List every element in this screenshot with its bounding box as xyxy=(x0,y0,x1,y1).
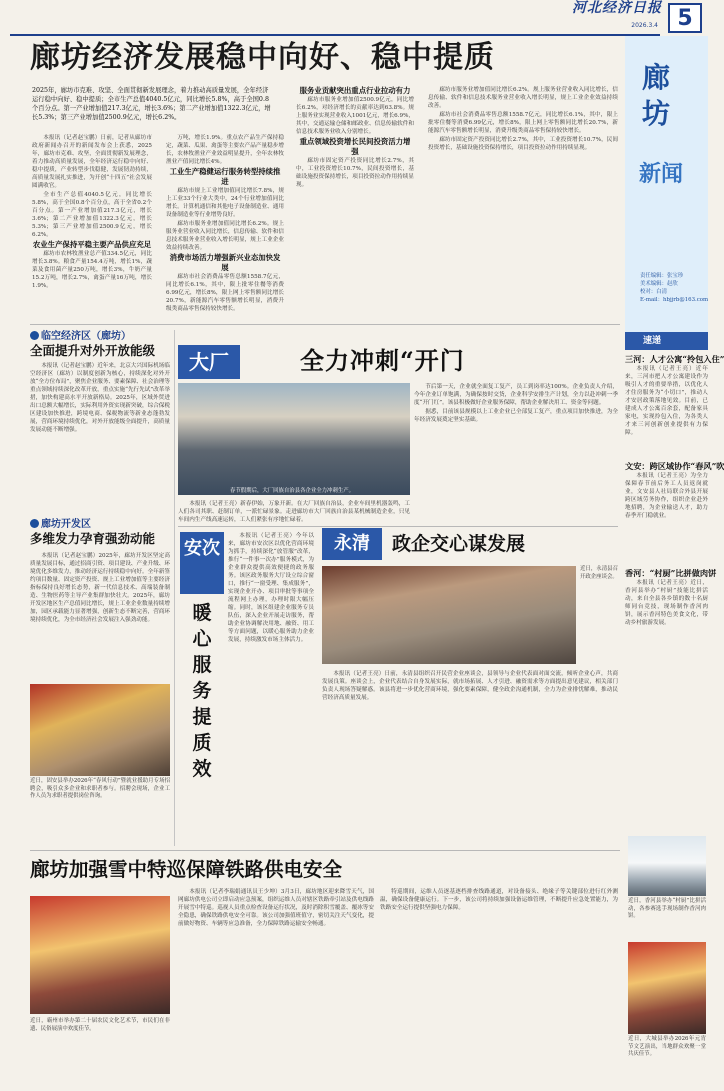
rail-headline: 廊坊加强雪中特巡保障铁路供电安全 xyxy=(30,858,343,881)
masthead xyxy=(0,0,708,36)
brief-text-sanhe: 本报讯（记者王亮）近年来，三河市把人才公寓建设作为吸引人才的重要举措，以优化人才住房服务为“小切口”，推动人才安居政策落地见效。目前，已建成人才公寓百余套，配备家具家电，实现拎包入住，为各类人才来三河创新创业提供有力保障。 xyxy=(625,366,708,436)
economy-consumption-text: 廊坊市社会消费品零售总额1558.7亿元，同比增长6.1%，其中，限上批零住餐等消费6.99亿元，增长8%，限上网上零售额同比增长20.7%，新能源汽车零售额增长明显，消费升级类商品零售保持较快增长。 xyxy=(166,274,284,312)
staff-credits xyxy=(640,272,709,316)
economy-column-1 xyxy=(32,134,152,320)
photo-cooking xyxy=(628,836,706,896)
startup-subhead: 多维发力孕育强劲动能 xyxy=(30,531,156,546)
opening-section: 临空经济区（廊坊） xyxy=(30,330,170,343)
economy-industry-text: 廊坊市规上工业增加值同比增长7.8%，规上工业33个行业大类中，24个行业增加值同比增长。计算机通信和其他电子设备制造业、通用设备制造业等行业增势良好。 xyxy=(166,188,284,218)
art-editor-credit: 美术编辑：赵欣 xyxy=(640,281,678,287)
divider-top xyxy=(30,324,620,325)
proof-credit: 校对：白清 xyxy=(640,289,667,295)
startup-section: 廊坊开发区 xyxy=(30,518,170,531)
economy-column-4 xyxy=(428,86,618,320)
caption-factory: 春节假期后，大厂回族自治县各企业全力冲刺生产。 xyxy=(230,488,354,494)
brief-head-sanhe: 三河：人才公寓“拎包入住” xyxy=(625,354,724,364)
economy-column-2 xyxy=(166,134,284,320)
photo-culture-festival xyxy=(30,896,170,1014)
yongqing-text: 本报讯（记者王亮）日前，永清县组织召开民营企业座谈会，县领导与企业代表面对面交流，倾听企业心声，共商发展良策。座谈会上，企业代表结合自身发展实际，就市场拓展、人才引进、融资需求等方面提出意见建议，相关部门负责人现场答疑解惑。该县将进一步优化营商环境，强化要素保障，健全政企沟通机制，全力为企业排忧解难，推动民营经济高质量发展。 xyxy=(322,671,618,701)
editor-credit: 责任编辑：张宝珍 xyxy=(640,273,684,279)
economy-column-3 xyxy=(296,86,414,320)
brief-text-wenan: 本报讯（记者王亮）为全力保障春节前后务工人员返岗就业，文安县人社局联合外县开展跨区域劳务协作，组织企业赴外地招聘，为企业输送人才，助力春季开门稳就业。 xyxy=(625,473,708,519)
economy-gdp: 全市生产总值4040.5亿元，同比增长5.8%，高于全国0.8个百分点，高于全省0.2个百分点。第一产业增加值217.3亿元，增长3.6%；第二产业增加值1322.3亿元，增长5.3%；第三产业增加值2500.9亿元，增长6.2%。 xyxy=(32,192,152,238)
economy-subhead-agri: 农业生产保持平稳主要产品供应充足 xyxy=(32,240,152,249)
divider-bottom xyxy=(30,850,620,851)
bullet-icon xyxy=(30,331,39,340)
economy-services-text: 廊坊市服务业增加值2500.9亿元，同比增长6.2%，对经济增长的贡献率达到63.8%。规上服务业实现营业收入1001亿元，增长6.9%，其中，交通运输仓储和邮政业、信息传输软件和信息技术服务业收入分别增长。 xyxy=(296,97,414,135)
economy-subhead-consumption: 消费市场活力增强新兴业态加快发展 xyxy=(169,253,281,272)
economy-agri-cont: 万吨，增长1.9%。重点农产品生产保持稳定，蔬菜、瓜果、禽蛋等主要农产品产量稳步增长，农林牧渔业产业效益明显提升，全年农林牧渔业产值同比增长4%。 xyxy=(166,135,284,165)
opening-text: 本报讯（记者赵宝鹏）近年来，北京大兴国际机场临空经济区（廊坊）以制度创新为核心，持续深化对外开放“全方位布局”，聚焦企业服务、要素保障、社会治理等重点领域持续深化改革开放，重点实施“先行先试”改革举措，加快构建高水平开放新格局。2025年，区域外贸进出口总额大幅增长，实际利用外资实现新突破，综合保税区建设加快推进，跨境电商、保税物流等新业态蓬勃发展，营商环境持续优化，对外开放能级全面提升，高质量发展动能不断增强。 xyxy=(30,363,170,433)
economy-subhead-investment: 重点领域投资增长民间投资活力增强 xyxy=(299,137,411,156)
divider-left xyxy=(174,330,175,846)
rail-text-2: 特巡期间，运维人员逐基逐档排查线路通道，对设备接头、绝缘子等关键部位进行红外测温，确保设备健康运行。下一步，该公司将持续加强设备运维管理，不断提升应急处置能力，为铁路安全运行提供坚强电力保障。 xyxy=(380,889,618,911)
dachang-text-1: 本报讯（记者王亮）新春伊始，万象开新。在大厂回族自治县，企业车间里机器轰鸣，工人们各司其职、赶制订单，一派忙碌景象。走进廊坊市大厂回族自治县某机械制造企业，只见车间内生产线高速运转，工人们紧张有序地忙碌着。 xyxy=(178,501,410,523)
caption-cooking: 近日，香河县举办“村厨”比拼活动，各参赛选手现场制作香河肉饼。 xyxy=(628,898,706,919)
photo-job-fair xyxy=(30,684,170,776)
briefs-bar: 速递 xyxy=(625,332,708,350)
opening-heading xyxy=(30,330,170,358)
dachang-title: 全力冲刺“开门 xyxy=(300,346,465,375)
economy-investment-text: 廊坊市固定资产投资同比增长2.7%，其中，工业投资增长10.7%，民间投资增长，基础设施投资保持增长，项目投资拉动作用持续显现。 xyxy=(296,158,414,188)
lead-paragraph: 2025年，廊坊市克难、攻坚、全面贯彻新发展理念，着力推动高质量发展，全年经济运行稳中向好、稳中提质；全市生产总值4040.5亿元，同比增长5.8%，高于全国0.8个百分点。第一产业增加值217.3亿元，增长3.6%；第二产业增加值1322.3亿元，增长5.3%；第三产业增加值2500.9亿元，增长6.2%。 xyxy=(32,87,271,121)
photo-lantern-show xyxy=(628,942,706,1034)
issue-date: 2026.3.4 xyxy=(631,22,658,29)
economy-service-text: 廊坊市服务业增加值同比增长6.2%。规上服务业营业收入同比增长，信息传输、软件和信息技术服务业营业收入增长明显，规上工业企业效益持续改善。 xyxy=(166,221,284,251)
economy-extra-3: 廊坊市固定资产投资同比增长2.7%，其中，工业投资增长10.7%，民间投资增长，基础设施投资保持增长，项目投资拉动作用持续显现。 xyxy=(428,137,618,151)
caption-culture-festival: 近日，霸州市举办第二十届农民文化艺术节，市民们在非遗、民俗展演中欢度佳节。 xyxy=(30,1018,170,1032)
economy-subhead-industry: 工业生产稳健运行服务转型持续推进 xyxy=(169,167,281,186)
dachang-text-2: 节后第一天，企业就全面复工复产，员工到岗率达100%。企业负责人介绍，今年企业订单饱满，为确保按时交货，企业科学安排生产计划，全力以赴冲刺一季度“开门红”。该县积极做好企业服务保障，帮助企业解决用工、资金等问题。 据悉，目前该县规模以上工业企业已全部复工复产，重点项目加快推进，为全年经济发展奠定坚实基础。 xyxy=(414,384,618,423)
anci-title: 暖心服务提质效 xyxy=(192,602,212,780)
divider-mid xyxy=(178,526,618,527)
yongqing-tag: 永清 xyxy=(322,528,382,560)
opening-subhead: 全面提升对外开放能级 xyxy=(30,343,156,358)
brief-head-xianghe: 香河：“村厨”比拼做肉饼 xyxy=(625,568,717,578)
section-name: 廊坊 xyxy=(641,61,670,130)
rail-text-1: 本报讯（记者李瑞娟通讯员王少坤）3月3日，廊坊地区迎来降雪天气，国网廊坊供电公司立即启动应急预案，组织运维人员对辖区铁路牵引站及供电线路开展雪中特巡。巡视人员重点检查设备运行状况，及时消除积雪覆盖、覆冰等安全隐患，确保铁路供电安全可靠。该公司加强值班值守，密切关注天气变化，提前做好物资、车辆等应急准备，全力保障铁路运输安全畅通。 xyxy=(178,889,374,927)
economy-subhead-services: 服务业贡献突出重点行业拉动有力 xyxy=(299,86,411,95)
startup-heading xyxy=(30,518,170,548)
section-subname: 新闻 xyxy=(638,161,683,187)
dachang-tag: 大厂 xyxy=(178,345,240,379)
startup-text: 本报讯（记者赵宝鹏）2025年，廊坊开发区坚定高质量发展目标，通过招商引资、项目建设、产业升级、环境优化多维发力，推动经济运行持续稳中向好。全年新签约项目数量、固定资产投资、规上工业增加值等主要经济指标保持良好增长态势，新一代信息技术、高端装备制造、生物医药等主导产业集群加快壮大。2025年，廊坊开发区地区生产总值同比增长，规上工业企业数量持续增加，园区承载能力显著增强，创新生态不断完善，营商环境持续优化，为全市经济社会发展注入强劲动能。 xyxy=(30,553,170,623)
paper-name: 河北经济日报 xyxy=(572,0,662,16)
caption-job-fair: 近日，固安县举办2026年“春风行动”暨就业援助月专场招聘会，吸引众多企业和求职者参与。招聘会现场，企业工作人员为求职者提供岗位咨询。 xyxy=(30,778,170,799)
main-headline: 廊坊经济发展稳中向好、稳中提质 xyxy=(30,40,495,75)
caption-lantern-show: 近日，大城县举办2026年元宵节文艺演出，当地群众欢聚一堂共庆佳节。 xyxy=(628,1036,706,1057)
economy-agri-text: 廊坊市农林牧渔业总产值334.5亿元，同比增长3.8%。粮食产量154.4万吨，增长1%，蔬菜及食用菌产量250万吨，增长3%，牛奶产量15.2万吨，增长2.7%，禽蛋产量16万吨，增长1.9%。 xyxy=(32,251,152,289)
caption-meeting: 近日，永清县召开政企座谈会。 xyxy=(580,566,618,580)
yongqing-title: 政企交心谋发展 xyxy=(392,533,526,555)
photo-meeting xyxy=(322,566,576,664)
bullet-icon xyxy=(30,519,39,528)
page-number: 5 xyxy=(668,3,702,33)
brief-text-xianghe: 本报讯（记者王亮）近日，香河县举办“村厨”技能比拼活动，来自全县各乡镇的数十名厨师同台竞技，现场制作香河肉饼，展示香河特色美食文化，带动乡村旅游发展。 xyxy=(625,580,708,626)
economy-extra-2: 廊坊市社会消费品零售总额1558.7亿元，同比增长6.1%，其中，限上批零住餐等消费6.99亿元，增长8%，限上网上零售额同比增长20.7%，新能源汽车零售额增长明显，消费升级类商品零售保持较快增长。 xyxy=(428,112,618,134)
brief-head-wenan: 文安：跨区域协作“春风”吹 xyxy=(625,461,724,471)
anci-tag: 安次 xyxy=(180,532,224,594)
photo-factory xyxy=(178,383,410,495)
anci-text: 本报讯（记者王亮）今年以来，廊坊市安次区以优化营商环境为抓手，持续深化“放管服”改革，推行“一件事一次办”服务模式，为企业群众提供高效便捷的政务服务。该区政务服务大厅设立综合窗口，推行“一窗受理、集成服务”，实现企业开办、项目审批等事项全流程网上办理，办理时限大幅压缩。同时，该区组建企业服务专员队伍，深入企业开展走访服务，帮助企业协调解决用地、融资、用工等方面问题，以暖心服务助力企业发展，持续激发市场主体活力。 xyxy=(228,533,314,643)
economy-extra-1: 廊坊市服务业增加值同比增长6.2%。规上服务业营业收入同比增长，信息传输、软件和信息技术服务业营业收入增长明显，规上工业企业效益持续改善。 xyxy=(428,87,618,109)
email-credit[interactable]: E-mail：hbjjrb@163.com xyxy=(640,297,709,303)
economy-intro: 本报讯（记者赵宝鹏）日前，记者从廊坊市政府新闻办召开的新闻发布会上获悉，2025年，廊坊市克难、攻坚，全面贯彻新发展理念，着力推动高质量发展，全年经济运行稳中向好、稳中提质，产业转型步伐稳健，发展韧劲持续，高质量发展扎实推进，为开创“十四五”社会发展圆满收官。 xyxy=(32,135,152,189)
